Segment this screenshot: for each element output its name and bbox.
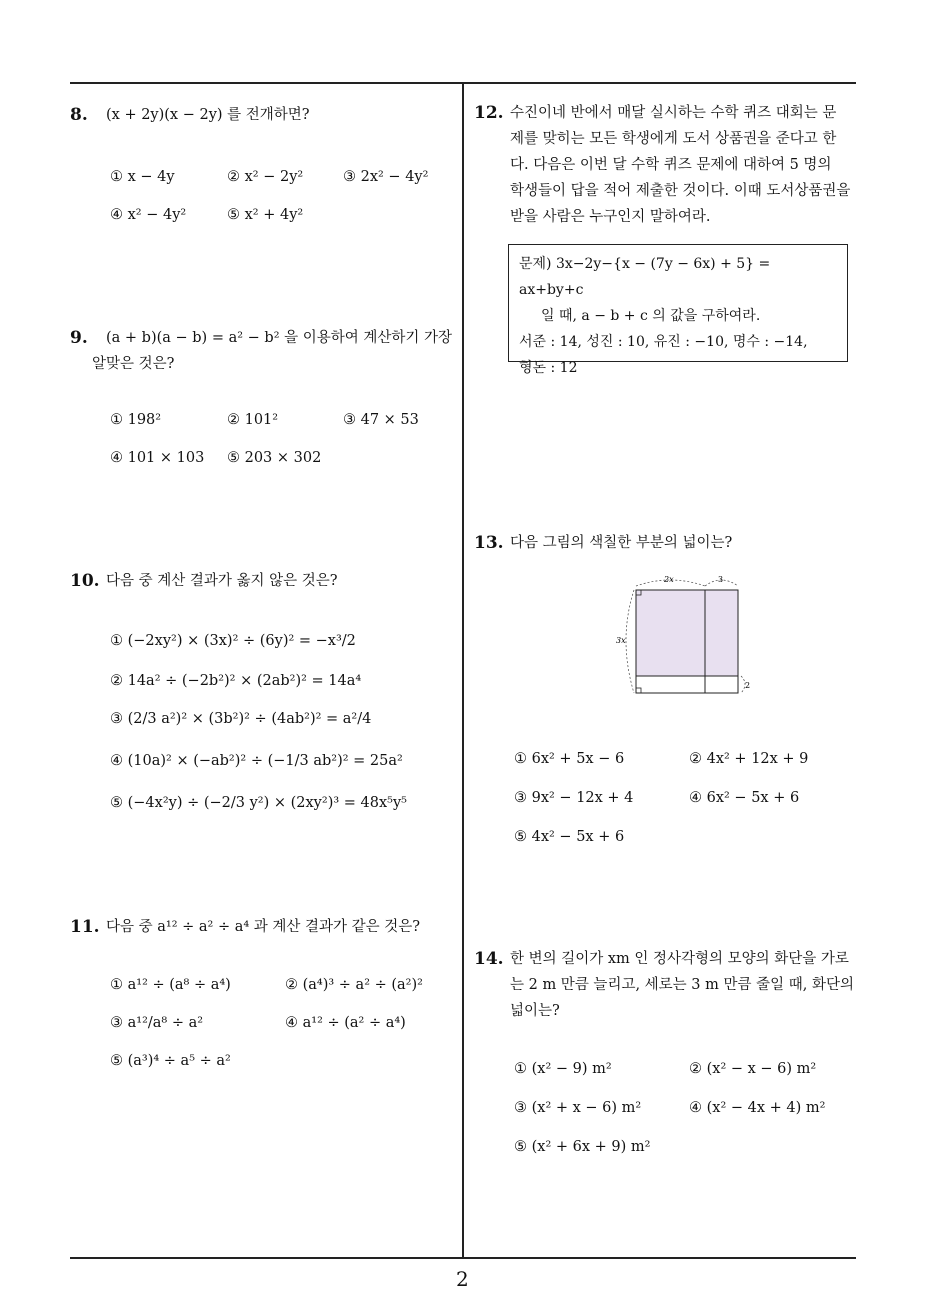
question-number: 14. bbox=[474, 949, 504, 969]
question-text: 다음 그림의 색칠한 부분의 넓이는? bbox=[510, 535, 733, 551]
question-text-line-4: 학생들이 답을 적어 제출한 것이다. 이때 도서상품권을 bbox=[510, 183, 851, 199]
option-4[interactable]: ④ 6x² − 5x + 6 bbox=[689, 790, 800, 806]
option-3[interactable]: ③ (2/3 a²)² × (3b²)² ÷ (4ab²)² = a²/4 bbox=[110, 711, 372, 727]
label-2: 2 bbox=[745, 681, 751, 690]
question-text-line-2: 알맞은 것은? bbox=[92, 356, 175, 372]
option-3[interactable]: ③ 47 × 53 bbox=[343, 412, 419, 428]
option-4[interactable]: ④ (x² − 4x + 4) m² bbox=[689, 1100, 826, 1116]
option-1[interactable]: ① (−2xy²) × (3x)² ÷ (6y)² = −x³/2 bbox=[110, 633, 356, 649]
question-text-line-3: 다. 다음은 이번 달 수학 퀴즈 문제에 대하여 5 명의 bbox=[510, 157, 832, 173]
question-text-line-1: 수진이네 반에서 매달 실시하는 수학 퀴즈 대회는 문 bbox=[510, 105, 837, 121]
page-number: 2 bbox=[456, 1267, 469, 1291]
option-2[interactable]: ② 14a² ÷ (−2b²)² × (2ab²)² = 14a⁴ bbox=[110, 673, 362, 689]
rectangle-figure bbox=[610, 572, 760, 697]
label-3: 3 bbox=[718, 575, 724, 584]
option-5[interactable]: ⑤ (a³)⁴ ÷ a⁵ ÷ a² bbox=[110, 1053, 231, 1069]
option-4[interactable]: ④ (10a)² × (−ab²)² ÷ (−1/3 ab²)² = 25a² bbox=[110, 753, 403, 769]
option-4[interactable]: ④ a¹² ÷ (a² ÷ a⁴) bbox=[285, 1015, 406, 1031]
question-13-options bbox=[474, 746, 860, 856]
option-3[interactable]: ③ 2x² − 4y² bbox=[343, 169, 429, 185]
question-10 bbox=[70, 568, 455, 828]
option-2[interactable]: ② (x² − x − 6) m² bbox=[689, 1061, 817, 1077]
option-1[interactable]: ① 198² bbox=[110, 412, 162, 428]
option-1[interactable]: ① 6x² + 5x − 6 bbox=[514, 751, 625, 767]
option-2[interactable]: ② 101² bbox=[227, 412, 279, 428]
question-number: 13. bbox=[474, 533, 504, 553]
option-3[interactable]: ③ 9x² − 12x + 4 bbox=[514, 790, 634, 806]
question-8 bbox=[70, 102, 455, 232]
option-5[interactable]: ⑤ 4x² − 5x + 6 bbox=[514, 829, 625, 845]
box-line-1: 문제) 3x−2y−{x − (7y − 6x) + 5} = ax+by+c bbox=[519, 256, 771, 298]
question-text-line-1: 한 변의 길이가 xm 인 정사각형의 모양의 화단을 가로 bbox=[510, 951, 849, 967]
question-text-line-2: 는 2 m 만큼 늘리고, 세로는 3 m 만큼 줄일 때, 화단의 bbox=[510, 977, 854, 993]
label-3x: 3x bbox=[616, 636, 626, 645]
option-4[interactable]: ④ x² − 4y² bbox=[110, 207, 187, 223]
option-3[interactable]: ③ a¹²/a⁸ ÷ a² bbox=[110, 1015, 204, 1031]
shaded-region bbox=[636, 590, 738, 676]
option-5[interactable]: ⑤ 203 × 302 bbox=[227, 450, 322, 466]
question-14 bbox=[474, 946, 860, 1166]
question-number: 9. bbox=[70, 328, 88, 348]
box-line-2: 일 때, a − b + c 의 값을 구하여라. bbox=[541, 308, 761, 324]
question-9 bbox=[70, 325, 455, 475]
question-text: (x + 2y)(x − 2y) 를 전개하면? bbox=[106, 107, 310, 123]
option-2[interactable]: ② 4x² + 12x + 9 bbox=[689, 751, 809, 767]
column-divider bbox=[462, 82, 464, 1258]
box-line-4: 형돈 : 12 bbox=[519, 360, 578, 376]
question-text-line-2: 제를 맞히는 모든 학생에게 도서 상품권을 준다고 한 bbox=[510, 131, 837, 147]
question-11 bbox=[70, 914, 455, 1084]
question-13 bbox=[474, 530, 860, 560]
bottom-rule bbox=[70, 1257, 856, 1259]
question-text-line-3: 넓이는? bbox=[510, 1003, 560, 1019]
question-number: 12. bbox=[474, 103, 504, 123]
box-line-3: 서준 : 14, 성진 : 10, 유진 : −10, 명수 : −14, bbox=[519, 334, 808, 350]
question-number: 8. bbox=[70, 105, 88, 125]
question-number: 10. bbox=[70, 571, 100, 591]
question-number: 11. bbox=[70, 917, 100, 937]
option-1[interactable]: ① x − 4y bbox=[110, 169, 175, 185]
option-5[interactable]: ⑤ (−4x²y) ÷ (−2/3 y²) × (2xy²)³ = 48x⁵y⁵ bbox=[110, 795, 407, 811]
right-angle-mark-bottom bbox=[636, 688, 641, 693]
brace-left bbox=[626, 590, 634, 693]
option-1[interactable]: ① a¹² ÷ (a⁸ ÷ a⁴) bbox=[110, 977, 231, 993]
option-2[interactable]: ② (a⁴)³ ÷ a² ÷ (a²)² bbox=[285, 977, 423, 993]
option-5[interactable]: ⑤ x² + 4y² bbox=[227, 207, 304, 223]
question-text-line-5: 받을 사람은 누구인지 말하여라. bbox=[510, 209, 711, 225]
option-5[interactable]: ⑤ (x² + 6x + 9) m² bbox=[514, 1139, 651, 1155]
option-4[interactable]: ④ 101 × 103 bbox=[110, 450, 205, 466]
question-text: 다음 중 계산 결과가 옳지 않은 것은? bbox=[106, 573, 338, 589]
option-1[interactable]: ① (x² − 9) m² bbox=[514, 1061, 612, 1077]
option-3[interactable]: ③ (x² + x − 6) m² bbox=[514, 1100, 642, 1116]
option-2[interactable]: ② x² − 2y² bbox=[227, 169, 304, 185]
label-2x: 2x bbox=[664, 575, 674, 584]
problem-box bbox=[508, 244, 848, 376]
question-text-line-1: (a + b)(a − b) = a² − b² 을 이용하여 계산하기 가장 bbox=[106, 330, 453, 346]
question-text: 다음 중 a¹² ÷ a² ÷ a⁴ 과 계산 결과가 같은 것은? bbox=[106, 919, 421, 935]
